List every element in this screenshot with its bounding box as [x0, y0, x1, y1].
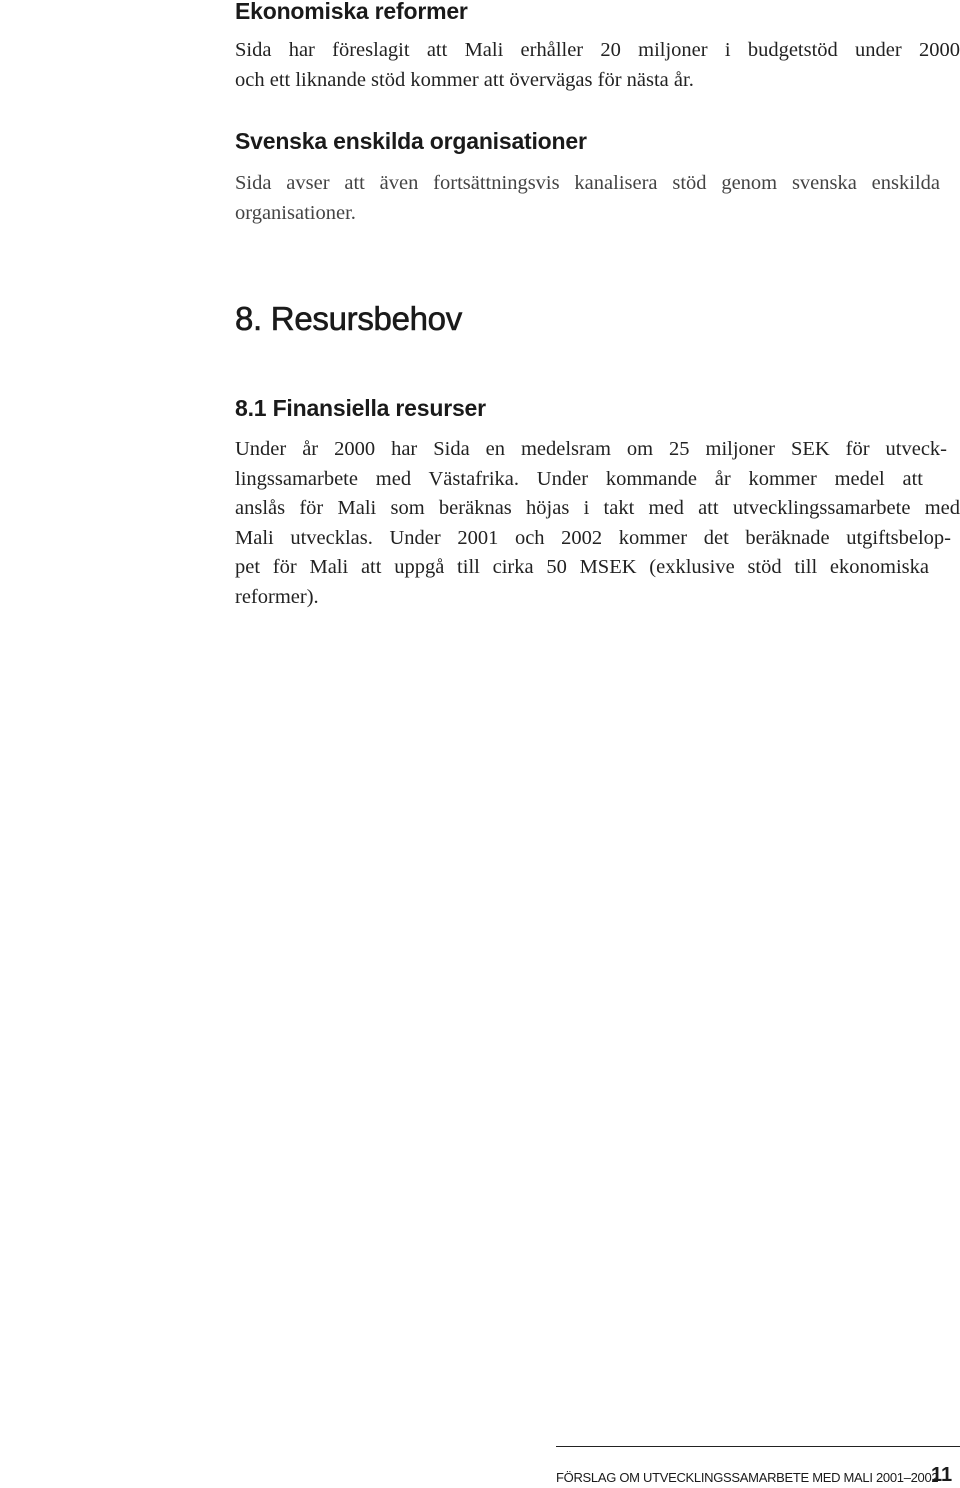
paragraph-svenska-enskilda-organisationer	[235, 169, 960, 228]
text-line: organisationer.	[235, 201, 356, 224]
text-line: reformer).	[235, 585, 319, 608]
footer-title: FÖRSLAG OM UTVECKLINGSSAMARBETE MED MALI 2001–2002	[556, 1470, 939, 1485]
text-line: Sida har föreslagit att Mali erhåller 20 miljoner i budgetstöd under 2000	[235, 39, 960, 61]
text-line: pet för Mali att uppgå till cirka 50 MSEK (exklusive stöd till ekonomiska	[235, 556, 929, 578]
section-heading-finansiella-resurser: 8.1 Finansiella resurser	[235, 395, 486, 421]
paragraph-ekonomiska-reformer	[235, 36, 960, 95]
text-line: och ett liknande stöd kommer att övervägas för nästa år.	[235, 68, 694, 91]
text-line: Sida avser att även fortsättningsvis kanalisera stöd genom svenska enskilda	[235, 172, 940, 194]
footer-divider	[556, 1446, 960, 1447]
text-line: Mali utvecklas. Under 2001 och 2002 kommer det beräknade utgiftsbelop-	[235, 526, 951, 549]
text-line: anslås för Mali som beräknas höjas i takt med att utvecklingssamarbete med	[235, 497, 960, 519]
chapter-heading-resursbehov: 8. Resursbehov	[235, 300, 462, 337]
text-line: Under år 2000 har Sida en medelsram om 25 miljoner SEK för utveck-	[235, 438, 947, 460]
paragraph-finansiella-resurser	[235, 435, 960, 612]
section-heading-ekonomiska-reformer: Ekonomiska reformer	[235, 0, 468, 24]
text-line: lingssamarbete med Västafrika. Under kommande år kommer medel att	[235, 467, 923, 490]
page-number: 11	[931, 1464, 953, 1486]
section-heading-svenska-enskilda-organisationer: Svenska enskilda organisationer	[235, 128, 587, 154]
